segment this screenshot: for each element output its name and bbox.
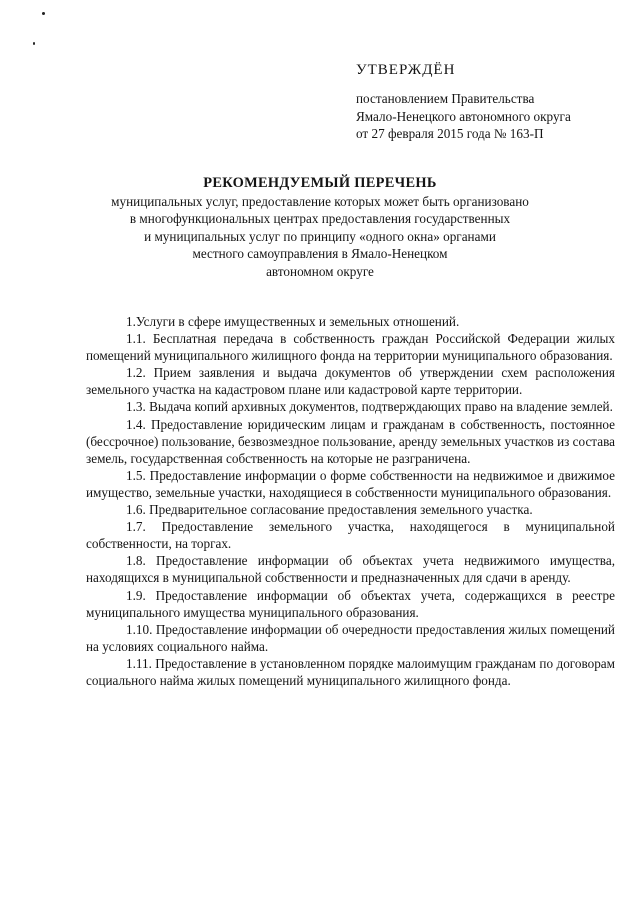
approval-line: от 27 февраля 2015 года № 163-П [356,126,544,141]
list-item: 1.8. Предоставление информации об объектах учета недвижимого имущества, находящихся в муниципальной собственности и предназначенных для сдачи в аренду. [86,553,615,586]
scan-speck [42,12,45,15]
document-body [86,313,615,689]
subtitle-line: автономном округе [266,263,374,279]
list-item: 1.3. Выдача копий архивных документов, подтверждающих право на владение землей. [126,399,613,415]
subtitle-line: муниципальных услуг, предоставление которых может быть организовано [111,194,529,209]
list-item: 1.10. Предоставление информации об очередности предоставления жилых помещений на условиях социального найма. [86,621,615,654]
document-subtitle [0,193,640,280]
document-title: РЕКОМЕНДУЕМЫЙ ПЕРЕЧЕНЬ [203,175,437,191]
list-item: 1.11. Предоставление в установленном порядке малоимущим гражданам по договорам социального найма жилых помещений муниципального жилищного фонда. [86,655,615,688]
approval-block [356,61,616,143]
subtitle-line: местного самоуправления в Ямало-Ненецком [192,246,448,262]
subtitle-line: и муниципальных услуг по принципу «одного окна» органами [144,228,496,244]
approval-line: постановлением Правительства [356,91,535,106]
section-heading: 1.Услуги в сфере имущественных и земельных отношений. [126,314,460,329]
list-item: 1.4. Предоставление юридическим лицам и гражданам в собственность, постоянное (бессрочное) пользование, безвозмездное пользование, аренду земельных участков из состава земель, государственная собственность на которые не разграничена. [86,416,615,466]
list-item: 1.7. Предоставление земельного участка, находящегося в муниципальной собственности, на торгах. [86,519,615,552]
list-item: 1.1. Бесплатная передача в собственность граждан Российской Федерации жилых помещений муниципального жилищного фонда на территории муниципального образования. [86,331,615,364]
approval-word: УТВЕРЖДЁН [356,62,456,78]
list-item: 1.5. Предоставление информации о форме собственности на недвижимое и движимое имущество, земельные участки, находящиеся в собственности муниципального образования. [86,467,615,500]
list-item: 1.9. Предоставление информации об объектах учета, содержащихся в реестре муниципального имущества муниципального образования. [86,587,615,620]
subtitle-line: в многофункциональных центрах предоставления государственных [129,211,511,227]
scan-speck [33,42,35,45]
approval-line: Ямало-Ненецкого автономного округа [356,108,571,124]
list-item: 1.6. Предварительное согласование предоставления земельного участка. [126,502,533,518]
list-item: 1.2. Прием заявления и выдача документов об утверждении схем расположения земельного участка на кадастровом плане или кадастровой карте территории. [86,365,615,398]
